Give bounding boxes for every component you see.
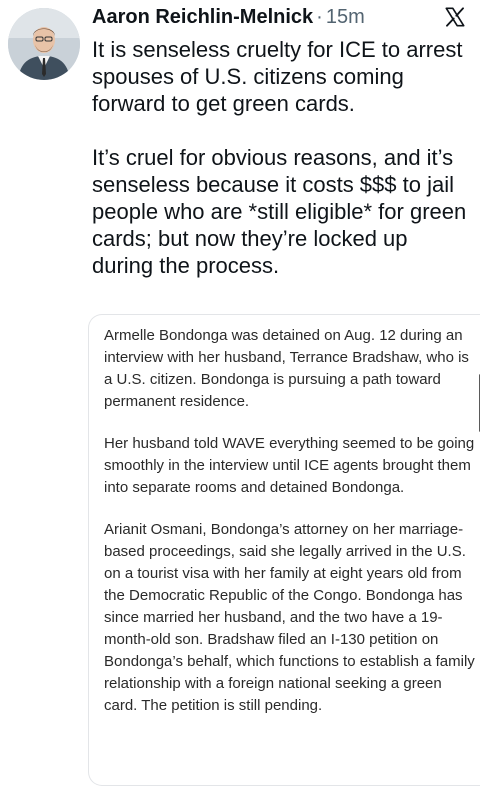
post-paragraph: It’s cruel for obvious reasons, and it’s senseless because it costs $$$ to jail people who are *still eligible* for green cards; but now they’re locked up during the process.: [92, 145, 467, 278]
header-separator: ·: [316, 6, 323, 28]
post-paragraph: It is senseless cruelty for ICE to arrest spouses of U.S. citizens coming forward to get green cards.: [92, 37, 463, 116]
article-paragraph: Her husband told WAVE everything seemed to be going smoothly in the interview until ICE agents brought them into separate rooms and detained Bondonga.: [104, 435, 475, 496]
article-paragraph: Armelle Bondonga was detained on Aug. 12 during an interview with her husband, Terrance Bradshaw, who is a U.S. citizen. Bondonga is pursuing a path toward permanent residence.: [104, 327, 469, 410]
timestamp[interactable]: 15m: [325, 6, 365, 28]
article-paragraph: Arianit Osmani, Bondonga’s attorney on her marriage-based proceedings, said she legally arrived in the U.S. on a tourist visa with her family at eight years old from the Democratic Republic of the Congo. Bondonga has since married her husband, and the two have a 19-month-old son. Bradshaw filed an I-130 petition on Bondonga’s behalf, which functions to establish a family relationship with a foreign national seeking a green card. The petition is still pending.: [104, 521, 475, 714]
author-name[interactable]: Aaron Reichlin-Melnick: [92, 6, 314, 28]
post-header: [92, 6, 436, 28]
avatar-image: [8, 8, 80, 80]
avatar[interactable]: [8, 8, 80, 80]
post-text: [92, 36, 472, 279]
quoted-article-card[interactable]: [88, 314, 480, 786]
article-text: [89, 315, 476, 717]
x-logo-icon: [444, 6, 466, 28]
